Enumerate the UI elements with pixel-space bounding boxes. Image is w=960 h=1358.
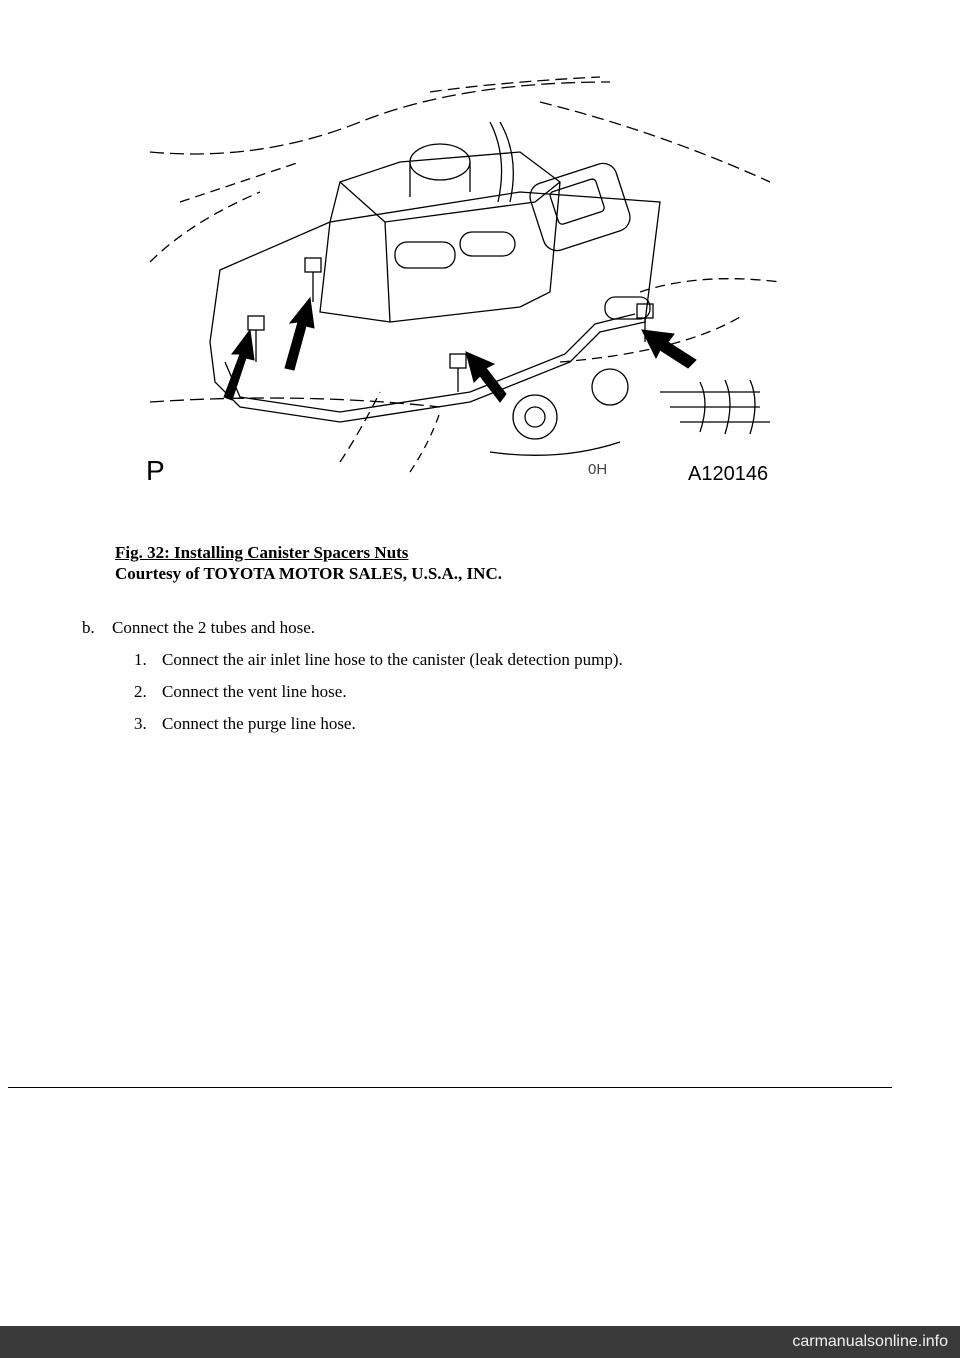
figure-courtesy: Courtesy of TOYOTA MOTOR SALES, U.S.A., INC. xyxy=(115,564,502,583)
view-label: P xyxy=(146,455,165,486)
page-divider xyxy=(8,1087,892,1088)
step-marker: 1. xyxy=(134,650,147,669)
step-b xyxy=(82,618,623,638)
step-text: Connect the 2 tubes and hose. xyxy=(112,618,316,637)
step-text: Connect the air inlet line hose to the canister (leak detection pump). xyxy=(162,650,623,669)
step-text: Connect the vent line hose. xyxy=(162,682,347,701)
canister-illustration xyxy=(140,62,780,492)
canister-line-drawing xyxy=(140,62,780,492)
figure-title: Fig. 32: Installing Canister Spacers Nuts xyxy=(115,543,409,562)
substep-2 xyxy=(134,682,623,702)
site-watermark: carmanualsonline.info xyxy=(0,1326,960,1358)
procedure-steps xyxy=(82,618,623,746)
step-text: Connect the purge line hose. xyxy=(162,714,356,733)
step-marker: b. xyxy=(82,618,95,637)
step-marker: 3. xyxy=(134,714,147,733)
reference-code: A120146 xyxy=(688,463,769,485)
figure-caption xyxy=(115,542,502,584)
substep-1 xyxy=(134,650,623,670)
substep-3 xyxy=(134,714,623,734)
sub-label: 0H xyxy=(588,461,608,478)
step-marker: 2. xyxy=(134,682,147,701)
